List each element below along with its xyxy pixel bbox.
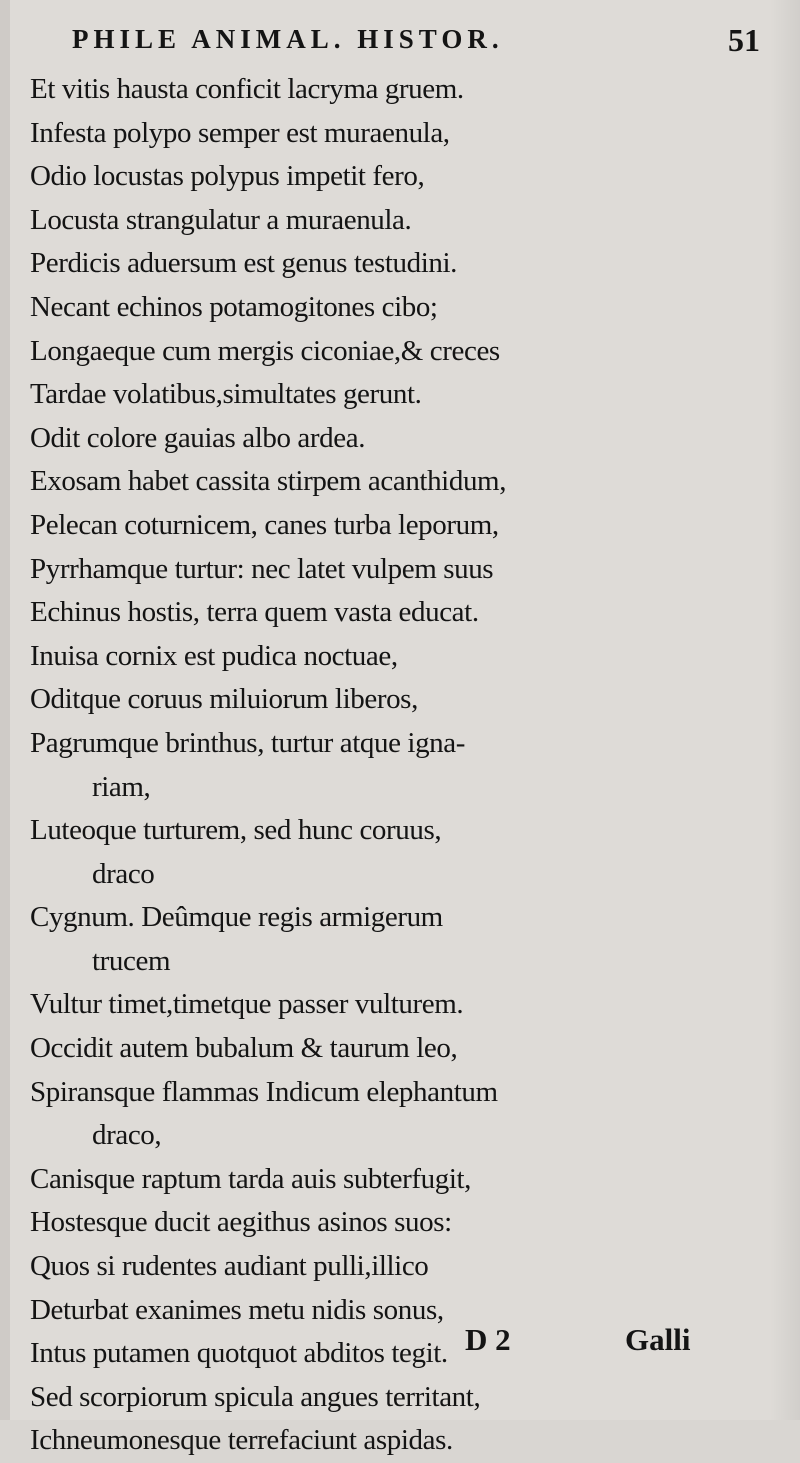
verse-line: Longaeque cum mergis ciconiae,& creces [30,334,500,367]
verse-line: Echinus hostis, terra quem vasta educat. [30,596,479,629]
verse-line: Vultur timet,timetque passer vulturem. [30,988,464,1021]
verse-line: Infesta polypo semper est muraenula, [30,116,450,149]
signature-mark: D 2 [465,1322,511,1357]
verse-line: Necant echinos potamogitones cibo; [30,290,438,323]
verse-line: Exosam habet cassita stirpem acanthidum, [30,465,507,498]
verse-line-continuation: draco, [92,1119,162,1152]
verse-line-continuation: draco [92,857,155,890]
verse-line: Pyrrhamque turtur: nec latet vulpem suus [30,552,494,585]
verse-line: Canisque raptum tarda auis subterfugit, [30,1162,472,1195]
verse-line: Spiransque flammas Indicum elephantum [30,1075,498,1108]
verse-line: Sed scorpiorum spicula angues territant, [30,1380,481,1413]
verse-line: Hostesque ducit aegithus asinos suos: [30,1206,452,1239]
verse-line-continuation: trucem [92,944,171,977]
verse-line: Cygnum. Deûmque regis armigerum [30,901,443,934]
verse-line: Inuisa cornix est pudica noctuae, [30,639,398,672]
verse-line-continuation: riam, [92,770,151,803]
verse-line: Deturbat exanimes metu nidis sonus, [30,1293,444,1326]
page-number: 51 [728,22,760,58]
verse-line: Occidit autem bubalum & taurum leo, [30,1032,458,1065]
verse-line: Perdicis aduersum est genus testudini. [30,247,457,280]
verse-line: Odio locustas polypus impetit fero, [30,160,425,193]
verse-line: Odit colore gauias albo ardea. [30,421,366,454]
verse-line: Intus putamen quotquot abditos tegit. [30,1337,448,1370]
verse-line: Et vitis hausta conficit lacryma gruem. [30,73,464,105]
running-head: PHILE ANIMAL. HISTOR. [72,24,504,54]
page-header [60,18,760,66]
verse-line: Pagrumque brinthus, turtur atque igna- [30,726,466,759]
verse-line: Quos si rudentes audiant pulli,illico [30,1250,429,1283]
verse-line: Ichneumonesque terrefaciunt aspidas. [30,1424,453,1457]
catchword: Galli [625,1322,691,1357]
verse-text-block [30,68,650,1463]
verse-line: Tardae volatibus,simultates gerunt. [30,378,422,411]
verse-line: Oditque coruus miluiorum liberos, [30,683,418,716]
verse-line: Locusta strangulatur a muraenula. [30,203,412,236]
verse-line: Luteoque turturem, sed hunc coruus, [30,814,442,847]
page-footer [0,1322,800,1372]
verse-line: Pelecan coturnicem, canes turba leporum, [30,508,499,541]
